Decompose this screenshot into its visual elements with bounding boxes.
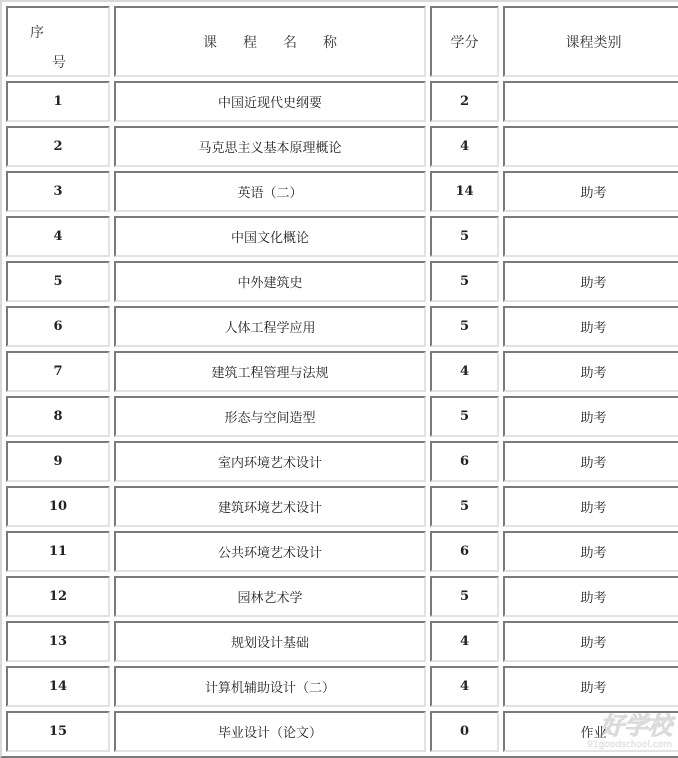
header-course-name [114, 6, 426, 77]
cell-course-name: 建筑环境艺术设计 [114, 486, 426, 527]
header-seq [6, 6, 110, 77]
cell-seq: 1 [6, 81, 110, 122]
cell-category: 作业 [503, 711, 678, 752]
table-header-row [6, 6, 678, 77]
cell-category: 助考 [503, 666, 678, 707]
table-row [6, 396, 678, 437]
cell-seq: 6 [6, 306, 110, 347]
table-row [6, 666, 678, 707]
cell-seq: 11 [6, 531, 110, 572]
header-seq-line1: 序 [30, 25, 44, 41]
cell-course-name: 建筑工程管理与法规 [114, 351, 426, 392]
cell-course-name: 规划设计基础 [114, 621, 426, 662]
cell-category [503, 126, 678, 167]
cell-seq: 8 [6, 396, 110, 437]
cell-seq: 15 [6, 711, 110, 752]
cell-category: 助考 [503, 306, 678, 347]
cell-category: 助考 [503, 441, 678, 482]
header-category: 课程类别 [503, 6, 678, 77]
cell-course-name: 计算机辅助设计（二） [114, 666, 426, 707]
cell-course-name: 公共环境艺术设计 [114, 531, 426, 572]
cell-category: 助考 [503, 621, 678, 662]
table-row [6, 621, 678, 662]
cell-credits: 4 [430, 621, 499, 662]
table-row [6, 171, 678, 212]
cell-category: 助考 [503, 351, 678, 392]
cell-course-name: 人体工程学应用 [114, 306, 426, 347]
cell-credits: 4 [430, 351, 499, 392]
cell-seq: 14 [6, 666, 110, 707]
table-row [6, 216, 678, 257]
cell-credits: 5 [430, 306, 499, 347]
cell-category [503, 216, 678, 257]
table-row [6, 576, 678, 617]
table-row [6, 81, 678, 122]
cell-seq: 5 [6, 261, 110, 302]
header-credits: 学分 [430, 6, 499, 77]
cell-course-name: 毕业设计（论文） [114, 711, 426, 752]
watermark-logo-text: 好学校 [600, 712, 672, 740]
cell-seq: 12 [6, 576, 110, 617]
table-row [6, 486, 678, 527]
header-seq-line2: 号 [52, 55, 66, 71]
cell-credits: 5 [430, 216, 499, 257]
cell-course-name: 园林艺术学 [114, 576, 426, 617]
cell-seq: 9 [6, 441, 110, 482]
cell-credits: 6 [430, 441, 499, 482]
cell-course-name: 形态与空间造型 [114, 396, 426, 437]
cell-category: 助考 [503, 171, 678, 212]
cell-credits: 14 [430, 171, 499, 212]
cell-course-name: 马克思主义基本原理概论 [114, 126, 426, 167]
table-row [6, 306, 678, 347]
table-row [6, 531, 678, 572]
cell-category: 助考 [503, 576, 678, 617]
cell-category: 助考 [503, 486, 678, 527]
cell-credits: 4 [430, 666, 499, 707]
cell-seq: 7 [6, 351, 110, 392]
table-row [6, 711, 678, 752]
table-row [6, 126, 678, 167]
cell-credits: 5 [430, 261, 499, 302]
header-course-name-label: 课程名称 [203, 34, 363, 51]
cell-course-name: 中国文化概论 [114, 216, 426, 257]
cell-category: 助考 [503, 531, 678, 572]
cell-credits: 0 [430, 711, 499, 752]
cell-seq: 3 [6, 171, 110, 212]
cell-category: 助考 [503, 261, 678, 302]
cell-course-name: 中外建筑史 [114, 261, 426, 302]
cell-credits: 2 [430, 81, 499, 122]
cell-credits: 5 [430, 576, 499, 617]
cell-credits: 4 [430, 126, 499, 167]
cell-course-name: 中国近现代史纲要 [114, 81, 426, 122]
cell-credits: 5 [430, 486, 499, 527]
cell-course-name: 英语（二） [114, 171, 426, 212]
cell-seq: 13 [6, 621, 110, 662]
table-row [6, 351, 678, 392]
cell-credits: 5 [430, 396, 499, 437]
cell-course-name: 室内环境艺术设计 [114, 441, 426, 482]
table-row [6, 441, 678, 482]
cell-category [503, 81, 678, 122]
cell-seq: 4 [6, 216, 110, 257]
watermark-url: 91goodschool.com [587, 740, 672, 750]
cell-category: 助考 [503, 396, 678, 437]
cell-seq: 10 [6, 486, 110, 527]
cell-seq: 2 [6, 126, 110, 167]
cell-credits: 6 [430, 531, 499, 572]
table-row [6, 261, 678, 302]
